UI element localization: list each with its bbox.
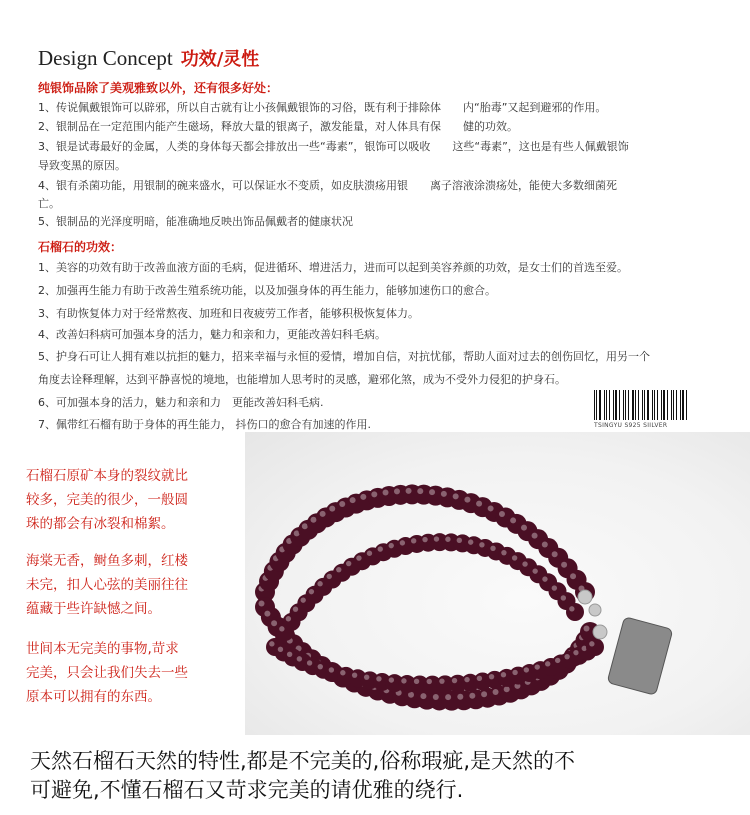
silver-heading: 纯银饰品除了美观雅致以外，还有很多好处：	[38, 81, 279, 95]
silver-bead	[593, 625, 607, 639]
bead-highlight	[389, 677, 394, 682]
bead-highlight	[545, 661, 550, 666]
left-text-line: 完美，只会让我们失去一些	[26, 665, 188, 681]
bead-highlight	[552, 551, 558, 557]
bead-highlight	[329, 667, 334, 672]
bead-highlight	[327, 574, 332, 579]
bead-highlight	[383, 489, 389, 495]
bead-highlight	[433, 694, 439, 700]
bead-highlight	[464, 497, 470, 503]
bead-highlight	[329, 506, 335, 512]
bead-highlight	[532, 533, 538, 539]
bead-highlight	[320, 511, 326, 517]
bead-highlight	[352, 672, 357, 677]
garnet-line: 1、美容的功效有助于改善血液方面的毛病，促进循环、增进活力，进而可以起到美容养颜的功效，是女士们的首选至爱。	[38, 261, 628, 274]
bracelet-image	[245, 432, 750, 735]
bead-highlight	[414, 679, 419, 684]
bead-highlight	[394, 488, 400, 494]
bead-highlight	[555, 658, 560, 663]
bead-highlight	[439, 678, 444, 683]
bead-highlight	[464, 677, 469, 682]
left-text-line: 较多，完美的很少，一般圆	[26, 492, 188, 508]
bead-highlight	[376, 676, 381, 681]
bead-highlight	[476, 501, 482, 507]
header-title-cn: 功效/灵性	[180, 49, 260, 70]
bead-highlight	[309, 589, 314, 594]
bead-highlight	[469, 693, 475, 699]
bead-highlight	[532, 568, 537, 573]
bead-highlight	[504, 686, 510, 692]
bead-highlight	[400, 540, 405, 545]
bead-highlight	[457, 538, 462, 543]
bead-highlight	[287, 652, 292, 657]
bead-highlight	[259, 601, 265, 607]
bead-highlight	[317, 581, 322, 586]
bead-highlight	[445, 537, 450, 542]
silver-line: 2、银制品在一定范围内能产生磁场，释放大量的银离子，激发能量，对人体具有保 健的功效。	[38, 120, 518, 133]
barcode-logo	[594, 390, 690, 420]
bead-highlight	[356, 555, 361, 560]
section-header	[38, 45, 259, 71]
bead	[586, 638, 604, 656]
silver-line: 亡。	[38, 197, 60, 210]
bead-highlight	[564, 654, 569, 659]
bead-highlight	[364, 674, 369, 679]
bead-highlight	[512, 555, 517, 560]
bead-highlight	[542, 542, 548, 548]
garnet-heading: 石榴石的功效：	[38, 240, 123, 254]
bead-highlight	[479, 542, 484, 547]
left-text-line: 石榴石原矿本身的裂纹就比	[26, 468, 188, 484]
garnet-line: 3、有助恢复体力对于经常熬夜、加班和日夜疲劳工作者，能够积极恢复体力。	[38, 307, 419, 320]
bead-highlight	[401, 678, 406, 683]
garnet-line: 7、佩带红石榴有助于身体的再生能力， 抖伤口的愈合有加速的作用.	[38, 418, 371, 431]
left-text-line: 海棠无香，鲥鱼多刺，红楼	[26, 553, 188, 569]
left-text-line: 世间本无完美的事物,苛求	[26, 641, 179, 657]
bead-highlight	[367, 551, 372, 556]
bead-highlight	[422, 537, 427, 542]
bead-highlight	[521, 525, 527, 531]
bead-highlight	[278, 647, 283, 652]
bead-highlight	[452, 678, 457, 683]
bead-highlight	[300, 597, 305, 602]
bead-highlight	[441, 491, 447, 497]
left-paragraph-1	[26, 464, 188, 536]
bead-highlight	[286, 616, 291, 621]
silver-line: 导致变黑的原因。	[38, 159, 126, 172]
bead-highlight	[434, 536, 439, 541]
lock-charm	[607, 617, 673, 696]
bead-highlight	[477, 676, 482, 681]
bottom-text-line: 天然石榴石天然的特性,都是不完美的,俗称瑕疵,是天然的不	[30, 749, 576, 773]
bead-highlight	[481, 691, 487, 697]
left-text-line: 未完，扣人心弦的美丽往往	[26, 577, 188, 593]
silver-line: 4、银有杀菌功能，用银制的碗来盛水，可以保证水不变质，如皮肤溃疡用银 离子溶液涂溃疡处，能使大多数细菌死	[38, 179, 617, 192]
bead-highlight	[318, 664, 323, 669]
bead-highlight	[535, 664, 540, 669]
bead-highlight	[445, 694, 451, 700]
bead-highlight	[501, 550, 506, 555]
bead-highlight	[522, 561, 527, 566]
bead-highlight	[371, 491, 377, 497]
bead-highlight	[269, 641, 274, 646]
bead-highlight	[271, 620, 277, 626]
bead-highlight	[499, 511, 505, 517]
silver-line: 3、银是试毒最好的金属，人类的身体每天都会排放出一些“毒素”，银饰可以吸收 这些“毒素”，这也是有些人佩戴银饰	[38, 140, 629, 153]
bead-highlight	[512, 670, 517, 675]
bead-highlight	[501, 672, 506, 677]
left-paragraph-3	[26, 637, 188, 709]
bead-highlight	[427, 679, 432, 684]
bead-highlight	[302, 523, 308, 529]
bead-highlight	[493, 689, 499, 695]
bead-highlight	[569, 606, 574, 611]
bead-highlight	[524, 667, 529, 672]
bead-highlight	[264, 611, 270, 617]
bead-highlight	[573, 650, 578, 655]
bead-highlight	[589, 641, 594, 646]
bead-highlight	[510, 517, 516, 523]
left-text-line: 原本可以拥有的东西。	[26, 689, 161, 705]
barcode-caption: TSINGYU S925 SIILVER	[594, 422, 668, 429]
bead-highlight	[468, 539, 473, 544]
bead-highlight	[490, 546, 495, 551]
bead-highlight	[542, 576, 547, 581]
bead-highlight	[378, 546, 383, 551]
bead-highlight	[339, 501, 345, 507]
bead-highlight	[420, 693, 426, 699]
bead-highlight	[336, 567, 341, 572]
bead-highlight	[293, 606, 298, 611]
bead-highlight	[561, 562, 567, 568]
garnet-line: 2、加强再生能力有助于改善生殖系统功能，以及加强身体的再生能力，能够加速伤口的愈合。	[38, 284, 496, 297]
bead-highlight	[350, 497, 356, 503]
left-text-line: 珠的都会有冰裂和棉絮。	[26, 516, 175, 532]
bead-highlight	[552, 585, 557, 590]
header-title-en: Design Concept	[38, 46, 173, 70]
silver-bead	[589, 604, 601, 616]
bottom-text-line: 可避免,不懂石榴石又苛求完美的请优雅的绕行.	[30, 778, 464, 802]
bead-highlight	[360, 494, 366, 500]
left-text-line: 蕴藏于些许缺憾之间。	[26, 601, 161, 617]
silver-line: 5、银制品的光泽度明暗，能准确地反映出饰品佩戴者的健康状况	[38, 215, 353, 228]
bead	[566, 603, 584, 621]
bead-highlight	[457, 694, 463, 700]
silver-bead	[578, 590, 592, 604]
bead-highlight	[561, 595, 566, 600]
product-photo	[245, 432, 750, 735]
bead-highlight	[411, 538, 416, 543]
bead-highlight	[406, 488, 412, 494]
bead-highlight	[307, 660, 312, 665]
bead-highlight	[584, 626, 590, 632]
garnet-line: 角度去诠释理解，达到平静喜悦的境地，也能增加人思考时的灵感，避邪化煞，成为不受外力侵犯的护身石。	[38, 373, 566, 386]
bead-highlight	[346, 561, 351, 566]
bead-highlight	[453, 493, 459, 499]
bead-highlight	[488, 505, 494, 511]
bead-highlight	[489, 674, 494, 679]
left-paragraph-2	[26, 549, 188, 621]
bead-highlight	[389, 543, 394, 548]
bead-highlight	[279, 626, 284, 631]
bead-highlight	[429, 489, 435, 495]
bead-highlight	[340, 670, 345, 675]
silver-line: 1、传说佩戴银饰可以辟邪，所以自古就有让小孩佩戴银饰的习俗，既有利于排除体 内“胎毒”又起到避邪的作用。	[38, 101, 607, 114]
bead-highlight	[310, 517, 316, 523]
garnet-line: 4、改善妇科病可加强本身的活力，魅力和亲和力，更能改善妇科毛病。	[38, 328, 386, 341]
bead-highlight	[297, 656, 302, 661]
garnet-line: 6、可加强本身的活力，魅力和亲和力 更能改善妇科毛病.	[38, 396, 324, 409]
bead-highlight	[417, 488, 423, 494]
garnet-line: 5、护身石可让人拥有难以抗拒的魅力，招来幸福与永恒的爱情，增加自信，对抗忧郁，帮助人面对过去的创伤回忆，用另一个	[38, 350, 650, 363]
bead-highlight	[570, 573, 576, 579]
